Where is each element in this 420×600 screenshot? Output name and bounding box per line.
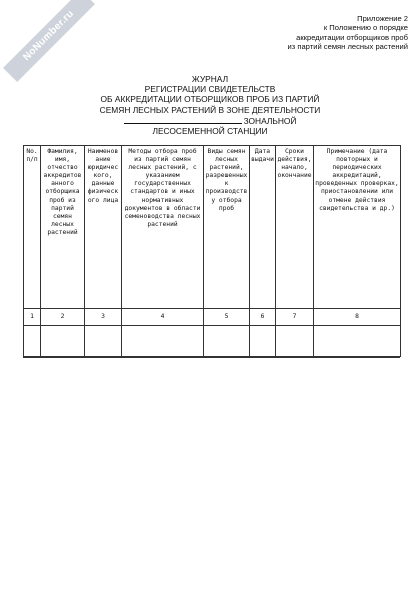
title-zone-word: ЗОНАЛЬНОЙ [243, 115, 297, 126]
header-cell-methods: Методы отбора проб из партий семян лесных растений, с указанием государственных стандартов и иных нормативных документов в области семеноводства лесных растений [122, 146, 204, 309]
header-cell-entity: Наименование юридического, данные физического лица [85, 146, 122, 309]
header-row [24, 146, 401, 309]
column-number: 8 [314, 309, 401, 326]
entry-cell[interactable] [204, 326, 250, 357]
fill-in-blank [124, 115, 242, 124]
header-cell-name: Фамилия, имя, отчество аккредитованного отборщика проб из партий семян лесных растений [41, 146, 85, 309]
header-cell-issue-date: Дата выдачи [250, 146, 276, 309]
entry-cell[interactable] [85, 326, 122, 357]
appendix-line: к Положению о порядке [323, 23, 408, 33]
header-cell-number: No. п/п [24, 146, 41, 309]
header-cell-validity: Сроки действия, начало, окончание [276, 146, 314, 309]
column-number-row [24, 309, 401, 326]
appendix-line: Приложение 2 [357, 14, 408, 23]
title-line: СЕМЯН ЛЕСНЫХ РАСТЕНИЙ В ЗОНЕ ДЕЯТЕЛЬНОСТИ [99, 104, 321, 115]
header-cell-notes: Примечание (дата повторных и периодических аккредитаций, проведенных проверках, приостановлении или отмене действия свидетельства и др.) [314, 146, 401, 309]
appendix-line: из партий семян лесных растений [287, 42, 408, 52]
column-number: 1 [24, 309, 41, 326]
entry-cell[interactable] [276, 326, 314, 357]
title-line: РЕГИСТРАЦИИ СВИДЕТЕЛЬСТВ [144, 84, 276, 95]
column-number: 5 [204, 309, 250, 326]
entry-cell[interactable] [24, 326, 41, 357]
entry-cell[interactable] [250, 326, 276, 357]
watermark: NoNumber.ru [3, 0, 95, 82]
entry-cell[interactable] [41, 326, 85, 357]
appendix-note [208, 14, 408, 52]
header-cell-seed-types: Виды семян лесных растений, разрешенных к производству отбора проб [204, 146, 250, 309]
entry-cell[interactable] [122, 326, 204, 357]
journal-table [23, 145, 401, 357]
column-number: 3 [85, 309, 122, 326]
title-line-zone [60, 115, 360, 126]
table-bottom-rule [23, 357, 400, 358]
title-line: ЛЕСОСЕМЕННОЙ СТАНЦИИ [152, 126, 268, 137]
title-line: ЖУРНАЛ [191, 74, 229, 84]
title-line: ОБ АККРЕДИТАЦИИ ОТБОРЩИКОВ ПРОБ ИЗ ПАРТИЙ [100, 94, 320, 105]
document-title [60, 74, 360, 136]
appendix-line: аккредитации отборщиков проб [296, 32, 408, 42]
column-number: 2 [41, 309, 85, 326]
column-number: 6 [250, 309, 276, 326]
column-number: 4 [122, 309, 204, 326]
empty-entry-row[interactable] [24, 326, 401, 357]
entry-cell[interactable] [314, 326, 401, 357]
column-number: 7 [276, 309, 314, 326]
